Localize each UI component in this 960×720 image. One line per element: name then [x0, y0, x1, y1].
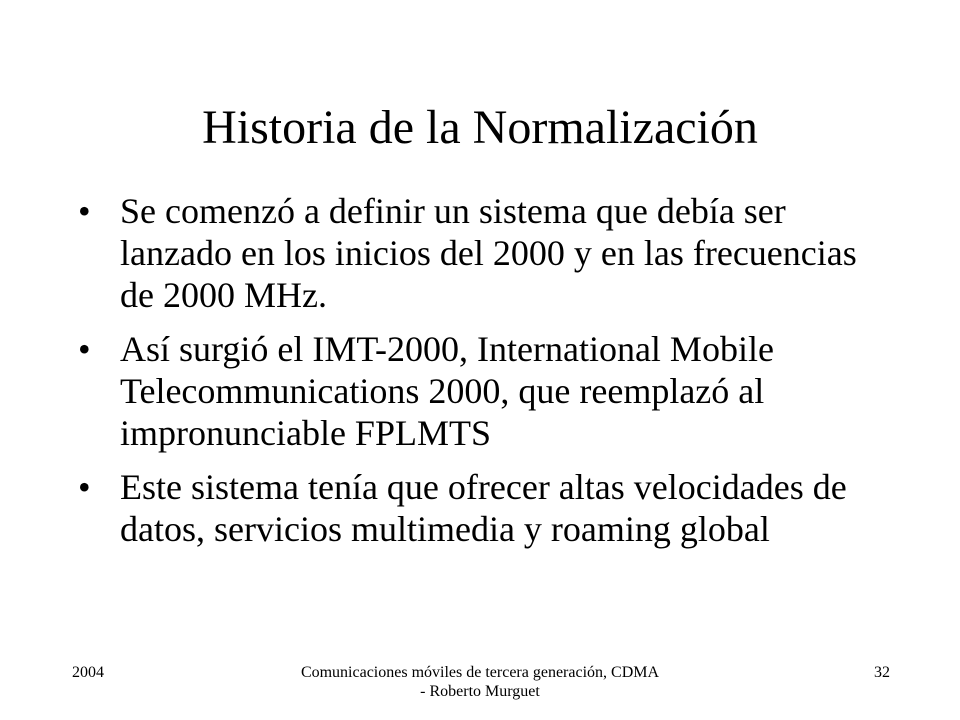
bullet-icon: • [78, 329, 91, 369]
slide-title: Historia de la Normalización [202, 101, 758, 154]
footer-title: Comunicaciones móviles de tercera generación, CDMA - Roberto Murguet [300, 664, 660, 700]
bullet-item [78, 466, 888, 550]
page-number: 32 [874, 664, 890, 681]
bullet-text: Este sistema tenía que ofrecer altas velocidades de datos, servicios multimedia y roaming global [120, 467, 847, 549]
bullet-list [78, 190, 888, 562]
bullet-item [78, 328, 888, 454]
bullet-text: Así surgió el IMT-2000, International Mobile Telecommunications 2000, que reemplazó al impronunciable FPLMTS [120, 329, 774, 453]
footer-year: 2004 [72, 664, 104, 681]
bullet-text: Se comenzó a definir un sistema que debía ser lanzado en los inicios del 2000 y en las frecuencias de 2000 MHz. [120, 191, 857, 315]
bullet-icon: • [78, 191, 91, 231]
bullet-item [78, 190, 888, 316]
bullet-icon: • [78, 467, 91, 507]
